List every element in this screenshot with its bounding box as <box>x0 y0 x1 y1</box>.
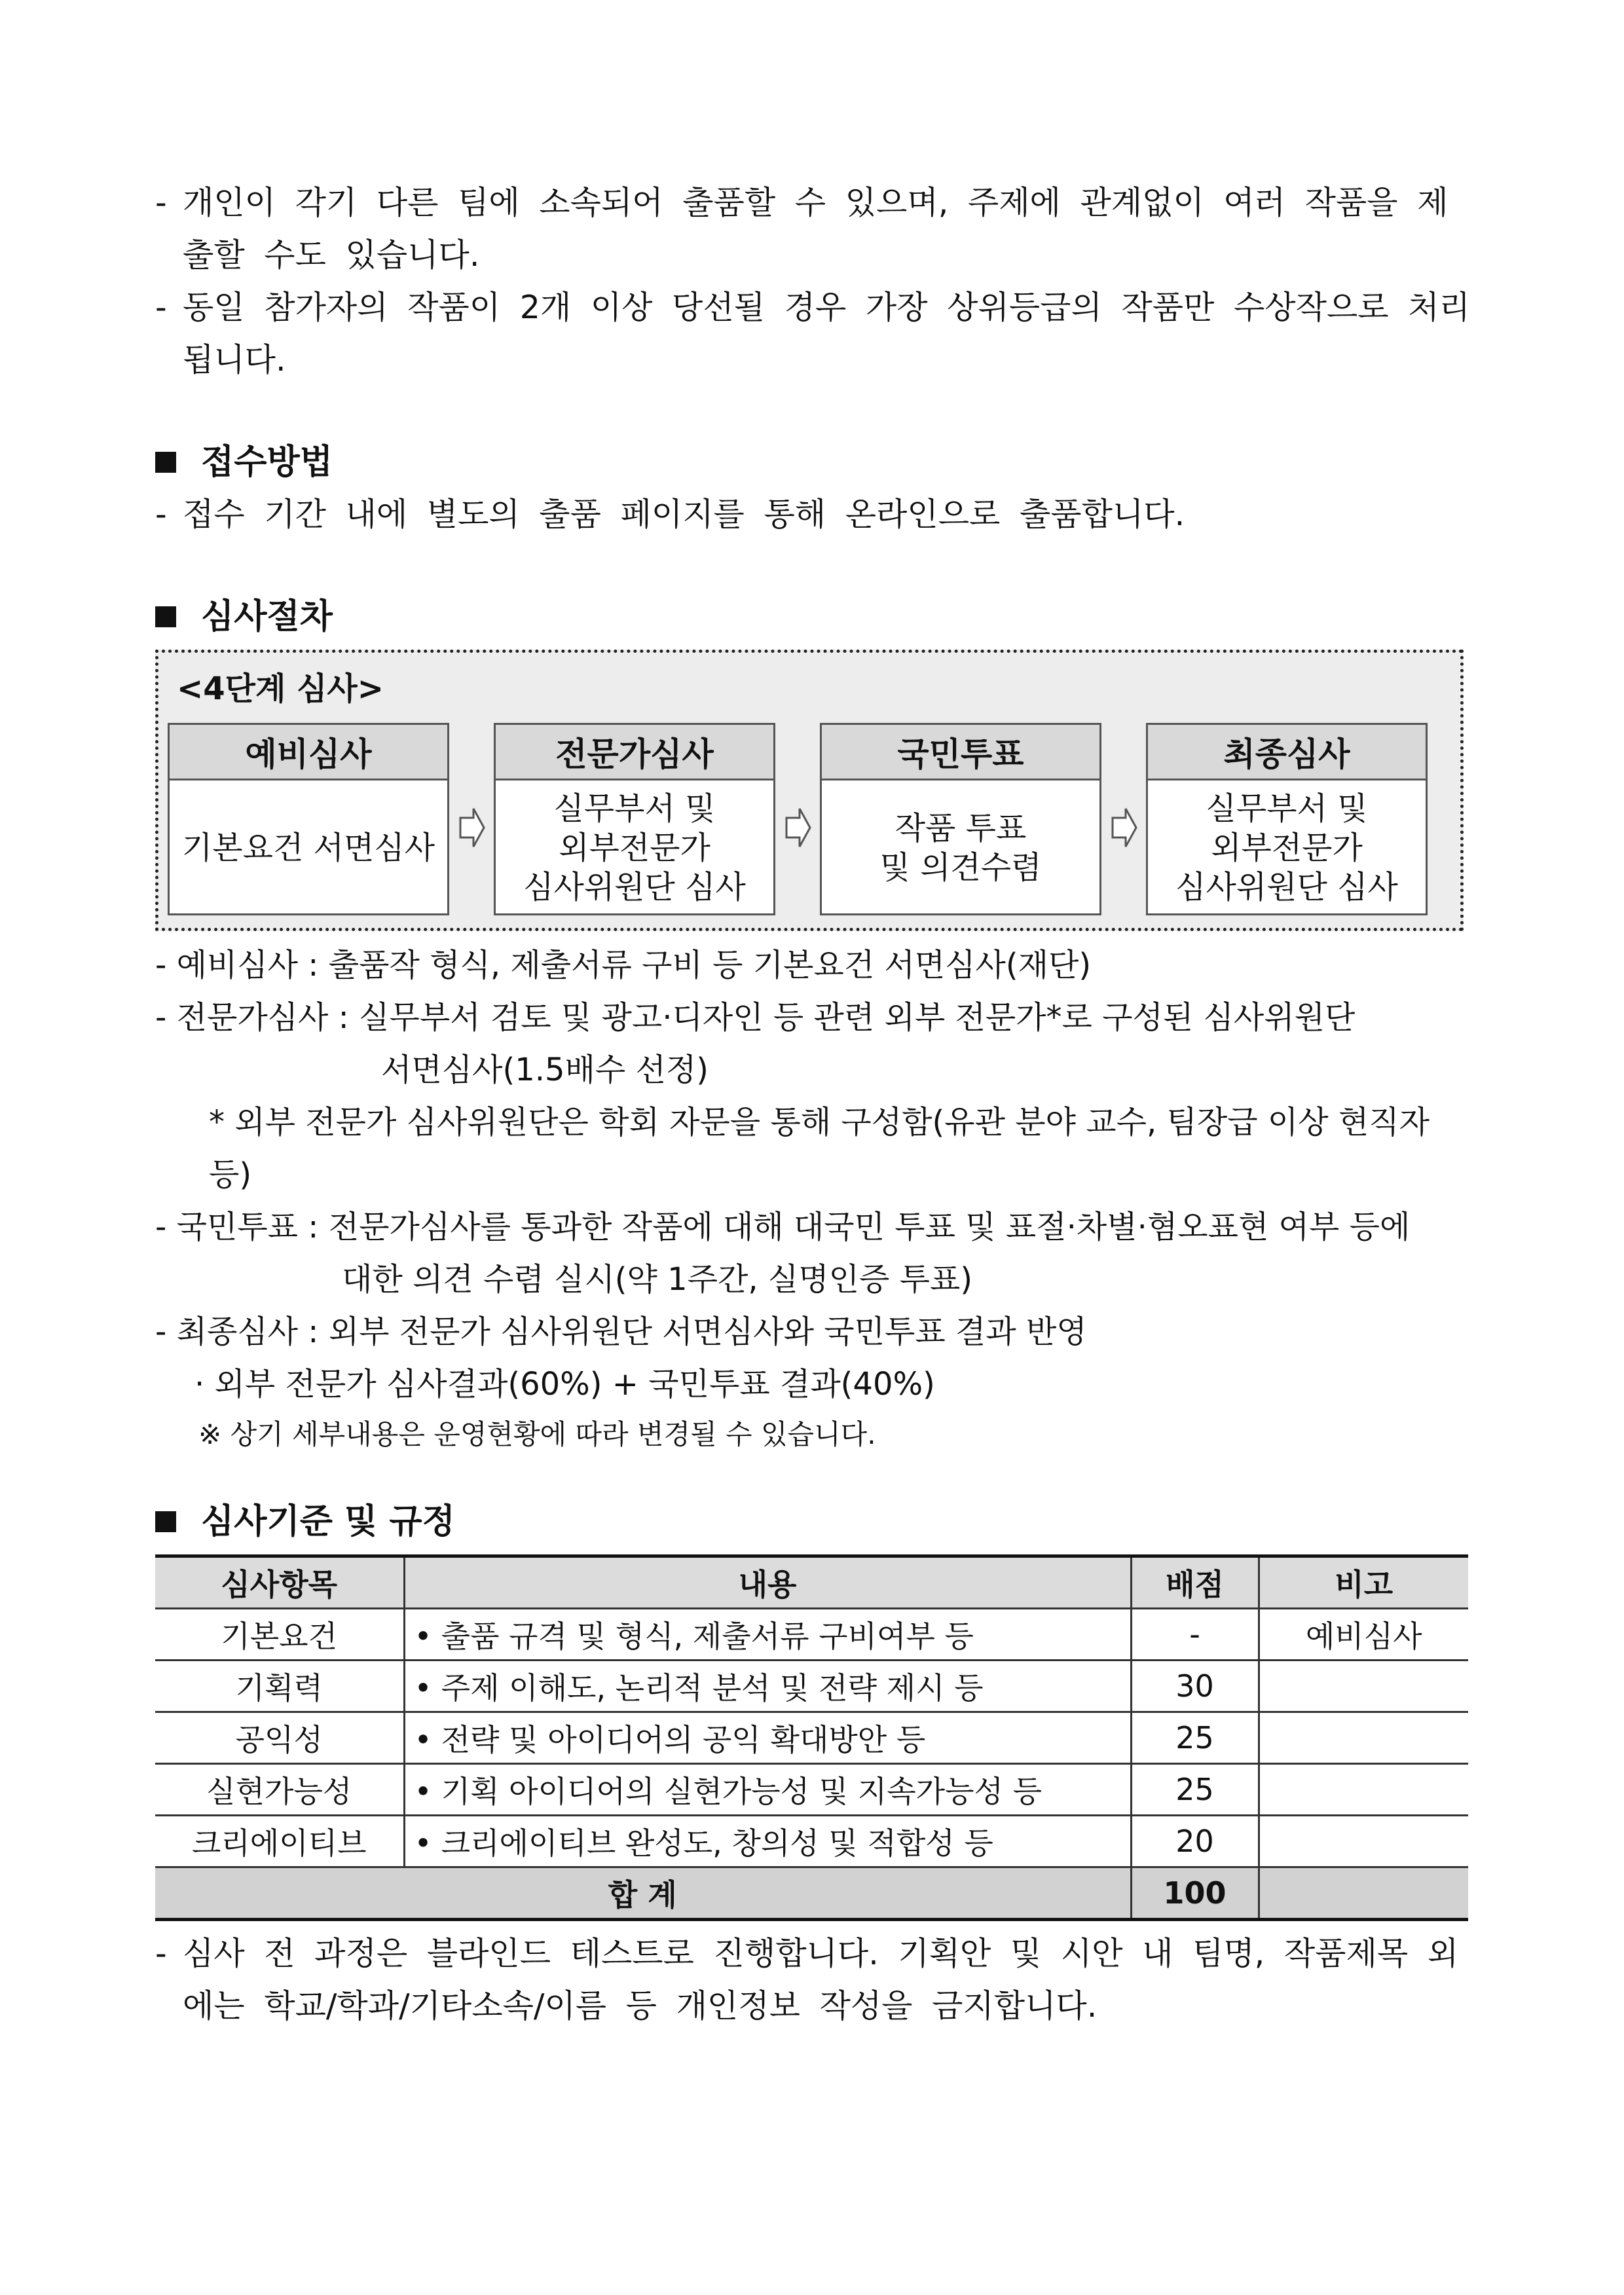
table-row: 실현가능성 • 기획 아이디어의 실현가능성 및 지속가능성 등 25 <box>155 1764 1468 1816</box>
arrow-right-icon <box>458 805 487 851</box>
flow-title: <4단계 심사> <box>177 670 384 707</box>
note-vote: - 국민투표 : 전문가심사를 통과한 작품에 대해 대국민 투표 및 표절·차별·혐오표현 여부 등에 <box>155 1209 1411 1245</box>
stage-name: 예비심사 <box>170 725 447 780</box>
review-notes <box>155 939 1471 1459</box>
col-header-score: 배점 <box>1131 1556 1259 1609</box>
note-final-ratio: · 외부 전문가 심사결과(60%) + 국민투표 결과(40%) <box>194 1366 935 1403</box>
stage-name: 최종심사 <box>1148 725 1426 780</box>
note-vote-cont: 대한 의견 수렴 실시(약 1주간, 실명인증 투표) <box>342 1261 973 1298</box>
intro-item-2: - 동일 참가자의 작품이 2개 이상 당선될 경우 가장 상위등급의 작품만 수상작으로 처리됩니다. <box>155 289 1470 378</box>
note-final: - 최종심사 : 외부 전문가 심사위원단 서면심사와 국민투표 결과 반영 <box>155 1313 1087 1350</box>
stage-expert <box>494 723 775 915</box>
col-header-item: 심사항목 <box>155 1556 404 1609</box>
note-expert-cont: 서면심사(1.5배수 선정) <box>381 1052 709 1088</box>
table-header-row <box>155 1556 1468 1609</box>
stage-final <box>1146 723 1428 915</box>
col-header-note: 비고 <box>1259 1556 1468 1609</box>
intro-text-1: 개인이 각기 다른 팀에 소속되어 출품할 수 있으며, 주제에 관계없이 여러 작품을 제출할 수도 있습니다. <box>183 184 1449 274</box>
stage-desc: 기본요건 서면심사 <box>181 830 435 866</box>
col-header-content: 내용 <box>404 1556 1131 1609</box>
note-prelim: - 예비심사 : 출품작 형식, 제출서류 구비 등 기본요건 서면심사(재단) <box>155 947 1092 983</box>
table-row: 공익성 • 전략 및 아이디어의 공익 확대방안 등 25 <box>155 1712 1468 1764</box>
reception-text: - 접수 기간 내에 별도의 출품 페이지를 통해 온라인으로 출품합니다. <box>155 496 1185 533</box>
stage-name: 국민투표 <box>822 725 1099 780</box>
total-score: 100 <box>1131 1867 1259 1920</box>
intro-item-1: - 개인이 각기 다른 팀에 소속되어 출품할 수 있으며, 주제에 관계없이 여러 작품을 제출할 수도 있습니다. <box>155 184 1449 274</box>
note-expert: - 전문가심사 : 실무부서 검토 및 광고·디자인 등 관련 외부 전문가*로 구성된 심사위원단 <box>155 999 1356 1036</box>
criteria-footer: - 심사 전 과정은 블라인드 테스트로 진행합니다. 기획안 및 시안 내 팀명, 작품제목 외에는 학교/학과/기타소속/이름 등 개인정보 작성을 금지합니다. <box>155 1935 1459 2025</box>
square-bullet-icon <box>155 1511 176 1532</box>
bullet-icon: • <box>414 1826 432 1861</box>
table-total-row <box>155 1867 1468 1920</box>
stage-desc: 작품 투표 및 의견수렴 <box>879 810 1042 886</box>
bullet-icon: • <box>414 1722 432 1757</box>
criteria-heading: 심사기준 및 규정 <box>155 1496 1471 1548</box>
criteria-table <box>155 1554 1468 1921</box>
stage-desc: 실무부서 및 외부전문가 심사위원단 심사 <box>1175 790 1398 906</box>
bullet-icon: • <box>414 1774 432 1809</box>
review-flow-box <box>155 650 1464 931</box>
bullet-icon: • <box>414 1670 432 1706</box>
review-heading: 심사절차 <box>155 591 1471 643</box>
total-label: 합 계 <box>155 1867 1131 1920</box>
table-row: 크리에이티브 • 크리에이티브 완성도, 창의성 및 적합성 등 20 <box>155 1816 1468 1867</box>
arrow-right-icon <box>1110 805 1139 851</box>
note-disclaimer: ※ 상기 세부내용은 운영현황에 따라 변경될 수 있습니다. <box>198 1418 876 1450</box>
note-expert-footnote: * 외부 전문가 심사위원단은 학회 자문을 통해 구성함(유관 분야 교수, 팀장급 이상 현직자 등) <box>209 1104 1430 1193</box>
table-row: 기본요건 • 출품 규격 및 형식, 제출서류 구비여부 등 - 예비심사 <box>155 1609 1468 1661</box>
stage-vote <box>820 723 1101 915</box>
stage-prelim <box>168 723 449 915</box>
document-page <box>155 177 1471 2032</box>
bullet-icon: • <box>414 1619 432 1654</box>
intro-text-2: 동일 참가자의 작품이 2개 이상 당선될 경우 가장 상위등급의 작품만 수상작으로 처리됩니다. <box>183 289 1470 378</box>
square-bullet-icon <box>155 606 176 627</box>
square-bullet-icon <box>155 452 176 473</box>
reception-heading: 접수방법 <box>155 436 1471 488</box>
stage-name: 전문가심사 <box>496 725 773 780</box>
stage-desc: 실무부서 및 외부전문가 심사위원단 심사 <box>523 790 746 906</box>
table-row: 기획력 • 주제 이해도, 논리적 분석 및 전략 제시 등 30 <box>155 1661 1468 1712</box>
arrow-right-icon <box>784 805 813 851</box>
